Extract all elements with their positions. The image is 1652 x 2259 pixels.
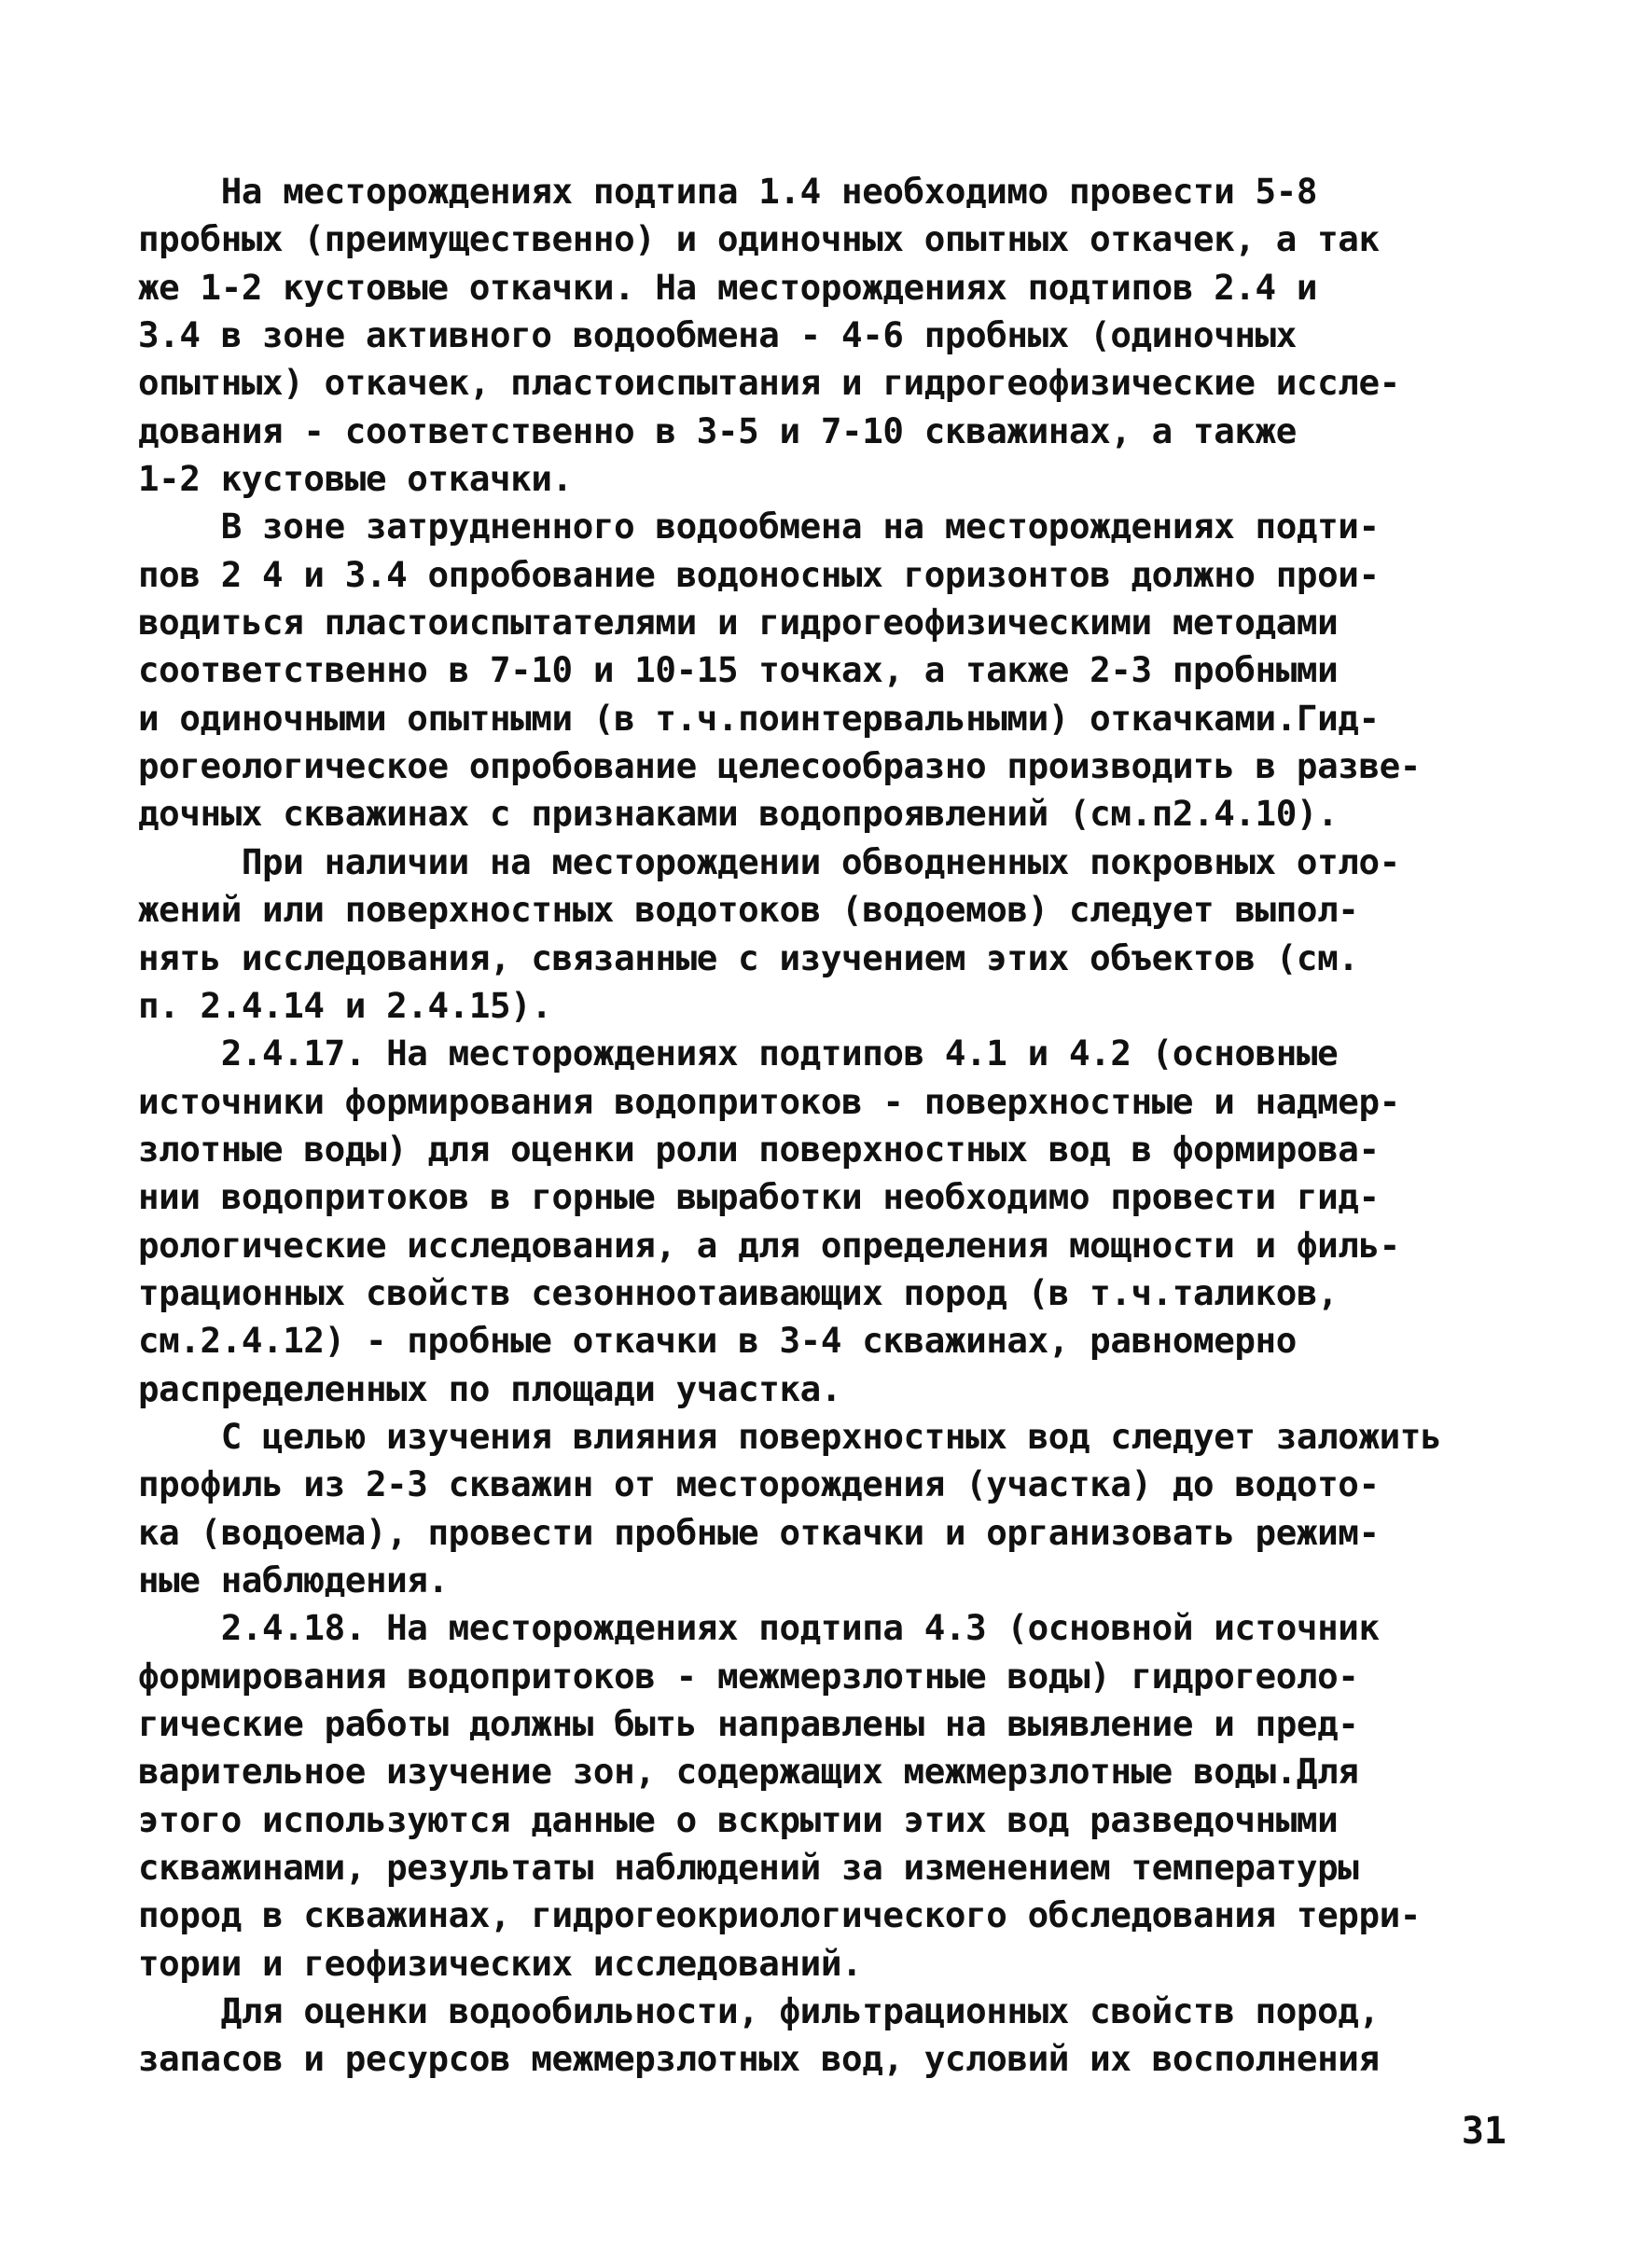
text-line: запасов и ресурсов межмерзлотных вод, условий их восполнения bbox=[138, 2038, 1380, 2080]
body-text bbox=[138, 168, 1519, 2084]
text-line: тории и геофизических исследований. bbox=[138, 1942, 863, 1984]
text-line: дования - соответственно в 3-5 и 7-10 скважинах, а также bbox=[138, 409, 1297, 451]
text-line: нять исследования, связанные с изучением этих объектов (см. bbox=[138, 936, 1359, 978]
text-line: 1-2 кустовые откачки. bbox=[138, 458, 573, 500]
text-line: соответственно в 7-10 и 10-15 точках, а также 2-3 пробными bbox=[138, 649, 1339, 691]
text-line: источники формирования водопритоков - поверхностные и надмер- bbox=[138, 1080, 1400, 1122]
text-line: пробных (преимущественно) и одиночных опытных откачек, а так bbox=[138, 218, 1380, 260]
text-line: гические работы должны быть направлены на выявление и пред- bbox=[138, 1703, 1359, 1744]
text-line: рогеологическое опробование целесообразно производить в разве- bbox=[138, 745, 1421, 787]
text-line: распределенных по площади участка. bbox=[138, 1367, 842, 1409]
text-line: 3.4 в зоне активного водообмена - 4-6 пробных (одиночных bbox=[138, 314, 1297, 356]
text-line: Для оценки водообильности, фильтрационных свойств пород, bbox=[138, 1990, 1380, 2032]
text-line: трационных свойств сезонноотаивающих пород (в т.ч.таликов, bbox=[138, 1271, 1339, 1313]
text-line: водиться пластоиспытателями и гидрогеофизическими методами bbox=[138, 602, 1339, 644]
text-line: На месторождениях подтипа 1.4 необходимо провести 5-8 bbox=[138, 171, 1318, 212]
text-line: варительное изучение зон, содержащих межмерзлотные воды.Для bbox=[138, 1751, 1359, 1793]
text-line: рологические исследования, а для определения мощности и филь- bbox=[138, 1224, 1400, 1266]
text-line: злотные воды) для оценки роли поверхностных вод в формирова- bbox=[138, 1128, 1380, 1170]
text-line: ные наблюдения. bbox=[138, 1559, 449, 1601]
text-line: В зоне затрудненного водообмена на месторождениях подти- bbox=[138, 506, 1380, 547]
text-line: опытных) откачек, пластоиспытания и гидрогеофизические иссле- bbox=[138, 362, 1400, 404]
text-line: пов 2 4 и 3.4 опробование водоносных горизонтов должно прои- bbox=[138, 553, 1380, 595]
text-line: нии водопритоков в горные выработки необходимо провести гид- bbox=[138, 1176, 1380, 1218]
text-line: ка (водоема), провести пробные откачки и организовать режим- bbox=[138, 1511, 1380, 1553]
text-line: 2.4.17. На месторождениях подтипов 4.1 и 4.2 (основные bbox=[138, 1032, 1339, 1074]
text-line: п. 2.4.14 и 2.4.15). bbox=[138, 984, 552, 1026]
text-line: пород в скважинах, гидрогеокриологического обследования терри- bbox=[138, 1894, 1421, 1936]
text-line: С целью изучения влияния поверхностных вод следует заложить bbox=[138, 1415, 1442, 1457]
text-line: профиль из 2-3 скважин от месторождения (участка) до водото- bbox=[138, 1463, 1380, 1505]
text-line: 2.4.18. На месторождениях подтипа 4.3 (основной источник bbox=[138, 1607, 1380, 1649]
text-line: дочных скважинах с признаками водопроявлений (см.п2.4.10). bbox=[138, 793, 1339, 835]
text-line: и одиночными опытными (в т.ч.поинтервальными) откачками.Гид- bbox=[138, 697, 1380, 739]
text-line: см.2.4.12) - пробные откачки в 3-4 скважинах, равномерно bbox=[138, 1320, 1297, 1362]
text-line: скважинами, результаты наблюдений за изменением температуры bbox=[138, 1847, 1359, 1889]
text-line: же 1-2 кустовые откачки. На месторождениях подтипов 2.4 и bbox=[138, 266, 1318, 308]
text-line: жений или поверхностных водотоков (водоемов) следует выпол- bbox=[138, 889, 1359, 931]
text-line: формирования водопритоков - межмерзлотные воды) гидрогеоло- bbox=[138, 1655, 1359, 1697]
text-line: При наличии на месторождении обводненных покровных отло- bbox=[138, 840, 1400, 882]
text-line: этого используются данные о вскрытии этих вод разведочными bbox=[138, 1798, 1339, 1840]
page-number: 31 bbox=[1461, 2110, 1506, 2153]
